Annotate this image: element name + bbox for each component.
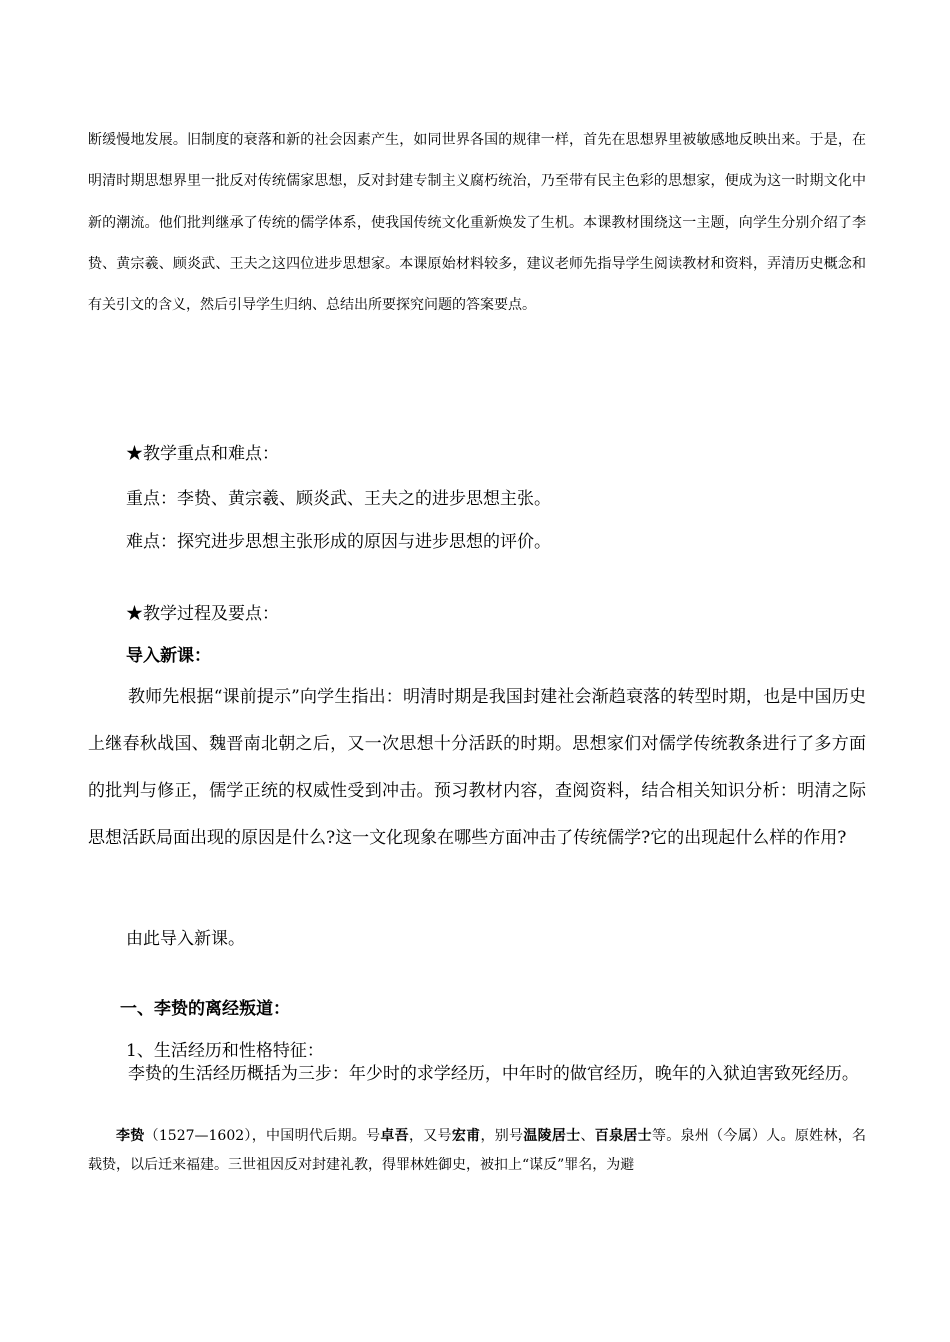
lead-in-text: 由此导入新课。 — [126, 929, 245, 949]
bio-hao-3: 温陵居士 — [523, 1128, 581, 1144]
bio-text-1: （1527—1602），中国明代后期。号 — [144, 1128, 381, 1144]
bio-hao-4: 百泉居士 — [594, 1128, 652, 1144]
bio-text-3: ，别号 — [480, 1128, 524, 1144]
bio-hao-2: 宏甫 — [451, 1128, 481, 1144]
key-point-text: 重点：李贽、黄宗羲、顾炎武、王夫之的进步思想主张。 — [126, 489, 551, 509]
bio-paragraph — [88, 1122, 866, 1180]
focus-heading: ★教学重点和难点： — [126, 444, 279, 464]
summary-block — [88, 1059, 866, 1089]
intro-lesson-text: 教师先根据“课前提示”向学生指出：明清时期是我国封建社会渐趋衰落的转型时期，也是中国历史上继春秋战国、魏晋南北朝之后，又一次思想十分活跃的时期。思想家们对儒学传统教条进行了多方面的批判与修正，儒学正统的权威性受到冲击。预习教材内容，查阅资料，结合相关知识分析：明清之际思想活跃局面出现的原因是什么?这一文化现象在哪些方面冲击了传统儒学?它的出现起什么样的作用? — [88, 687, 866, 848]
section1-heading: 一、李贽的离经叛道： — [120, 999, 290, 1019]
intro-lesson-block — [88, 674, 866, 862]
bio-hao-1: 卓吾 — [380, 1128, 409, 1144]
bio-block — [88, 1122, 866, 1180]
section1-subheading: 1、生活经历和性格特征： — [126, 1041, 324, 1061]
intro-paragraph: 断缓慢地发展。旧制度的衰落和新的社会因素产生，如同世界各国的规律一样，首先在思想界里被敏感地反映出来。于是，在明清时期思想界里一批反对传统儒家思想，反对封建专制主义腐朽统治，乃至带有民主色彩的思想家，便成为这一时期文化中新的潮流。他们批判继承了传统的儒学体系，使我国传统文化重新焕发了生机。本课教材围绕这一主题，向学生分别介绍了李贽、黄宗羲、顾炎武、王夫之这四位进步思想家。本课原始材料较多，建议老师先指导学生阅读教材和资料，弄清历史概念和有关引文的含义，然后引导学生归纳、总结出所要探究问题的答案要点。 — [88, 132, 866, 314]
bio-text-2: ，又号 — [408, 1128, 452, 1144]
intro-lesson-heading: 导入新课： — [126, 646, 211, 666]
difficulty-text: 难点：探究进步思想主张形成的原因与进步思想的评价。 — [126, 532, 551, 552]
summary-text: 李贽的生活经历概括为三步：年少时的求学经历，中年时的做官经历，晚年的入狱迫害致死经历。 — [127, 1064, 859, 1084]
bio-text-4: 、 — [580, 1128, 595, 1144]
intro-section — [88, 120, 866, 326]
process-heading: ★教学过程及要点： — [126, 604, 279, 624]
bio-text-5: 等。泉州（今属）人。原姓林，名载贽，以后迁来福建。三世祖因反对封建礼教，得罪林姓御史，被扣上“谋反”罪名，为避 — [88, 1128, 867, 1173]
bio-name: 李贽 — [116, 1128, 145, 1144]
